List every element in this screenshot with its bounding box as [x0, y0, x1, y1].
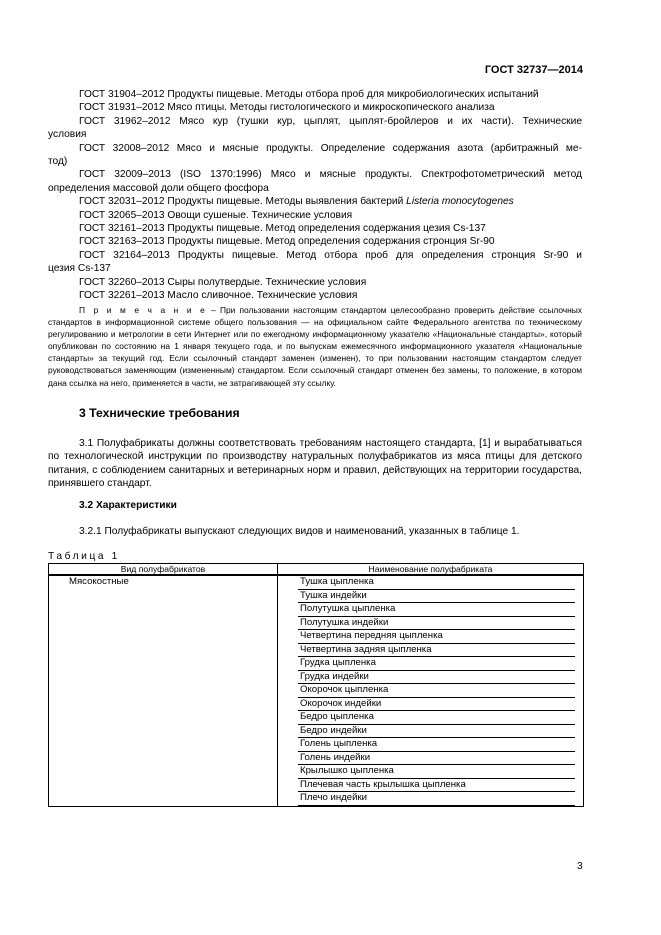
normative-references: [48, 88, 582, 303]
table-cell-name: Плечевая часть крылышка цыпленка: [298, 779, 575, 793]
page-number: 3: [577, 861, 583, 872]
ref-text: ГОСТ 32031–2012 Продукты пищевые. Методы выявления бактерий: [79, 196, 407, 208]
ref-line: ГОСТ 32163–2013 Продукты пищевые. Метод определения содержания стронция Sr-90: [79, 236, 495, 248]
section-heading: 3 Технические требования: [79, 406, 240, 420]
ref-italic: Listeria monocytogenes: [406, 196, 514, 208]
table-cell-name: Крылышко цыпленка: [298, 765, 575, 779]
paragraph-3-2-1: 3.2.1 Полуфабрикаты выпускают следующих видов и наименований, указанных в таблице 1.: [79, 526, 520, 537]
ref-line: ГОСТ 31904–2012 Продукты пищевые. Методы отбора проб для микробиологических испытаний: [79, 89, 539, 100]
paragraph-3-1: 3.1 Полуфабрикаты должны соответствовать требованиям настоящего стандарта, [1] и вырабатываться по технологической инструкции по производству натуральных полуфабрикатов из мяса птицы для детского питания, с соблюдением санитарных и ветеринарных норм и правил, действующих на территории государства, принявшего стандарт.: [48, 438, 582, 490]
ref-line: ГОСТ 32009–2013 (ISO 1370:1996) Мясо и мясные продукты. Спектрофотометрический метод: [79, 169, 582, 181]
table-cell-name: Тушка цыпленка: [298, 576, 575, 590]
ref-line: ГОСТ 32164–2013 Продукты пищевые. Метод отбора проб для определения стронция Sr-90 и: [79, 249, 582, 261]
table-cell-name: Голень индейки: [298, 752, 575, 766]
ref-line-cont: цезия Cs-137: [48, 263, 111, 275]
table-row: [49, 575, 584, 806]
table-cell-name: Грудка цыпленка: [298, 657, 575, 671]
table-cell-name: Грудка индейки: [298, 671, 575, 685]
table-cell-name: Четвертина задняя цыпленка: [298, 644, 575, 658]
table-cell-name: Бедро индейки: [298, 725, 575, 739]
note-paragraph: [48, 304, 582, 389]
table-1: [48, 563, 584, 807]
table-cell-name: Окорочок цыпленка: [298, 684, 575, 698]
table-cell-name: Окорочок индейки: [298, 698, 575, 712]
ref-line: ГОСТ 31931–2012 Мясо птицы. Методы гистологического и микроскопического анализа: [79, 102, 495, 114]
names-cell: [278, 575, 584, 806]
table-cell-name: Четвертина передняя цыпленка: [298, 630, 575, 644]
ref-line-cont: условия: [48, 129, 87, 141]
ref-line: ГОСТ 31962–2012 Мясо кур (тушки кур, цыплят, цыплят-бройлеров и их части). Технические: [79, 115, 582, 127]
table-header-row: [49, 564, 584, 576]
table-caption: Таблица 1: [48, 551, 120, 562]
table-cell-name: Плечо индейки: [298, 792, 575, 806]
ref-line-cont: тод): [48, 156, 68, 168]
kind-cell: Мясокостные: [49, 575, 278, 806]
ref-line: ГОСТ 32065–2013 Овощи сушеные. Технические условия: [79, 209, 353, 221]
ref-line: [48, 195, 582, 208]
ref-line: ГОСТ 32008–2012 Мясо и мясные продукты. Определение содержания азота (арбитражный ме-: [79, 142, 582, 154]
ref-line: ГОСТ 32260–2013 Сыры полутвердые. Технические условия: [79, 276, 367, 288]
table-cell-name: Полутушка цыпленка: [298, 603, 575, 617]
table-cell-name: Полутушка индейки: [298, 617, 575, 631]
document-code: ГОСТ 32737—2014: [484, 64, 583, 76]
name-list: [278, 576, 583, 806]
subsection-heading: 3.2 Характеристики: [79, 500, 177, 511]
note-text: – При пользовании настоящим стандартом целесообразно проверить действие ссылочных стандартов в информационной системе общего пользования — на официальном сайте Федерального агентства по техническому регулированию и метрологии в сети Интернет или по ежегодному информационному указателю «Национальные стандарты», который опубликован по состоянию на 1 января текущего года, и по выпускам ежемесячного информационного указателя «Национальные стандарты» за текущий год. Если ссылочный стандарт заменен (изменен), то при пользовании настоящим стандартом следует руководствоваться заменяющим (измененным) стандартом. Если ссылочный стандарт отменен без замены, то положение, в котором дана ссылка на него, применяется в части, не затрагивающей эту ссылку.: [48, 305, 582, 388]
note-label: П р и м е ч а н и е: [79, 305, 207, 315]
table-cell-name: Тушка индейки: [298, 590, 575, 604]
ref-line: ГОСТ 32161–2013 Продукты пищевые. Метод определения содержания цезия Cs-137: [79, 223, 486, 235]
table-cell-name: Бедро цыпленка: [298, 711, 575, 725]
ref-line: ГОСТ 32261–2013 Масло сливочное. Технические условия: [79, 290, 358, 302]
column-header-name: Наименование полуфабриката: [278, 564, 584, 576]
column-header-kind: Вид полуфабрикатов: [49, 564, 278, 576]
table-cell-name: Голень цыпленка: [298, 738, 575, 752]
ref-line-cont: определения массовой доли общего фосфора: [48, 182, 269, 194]
